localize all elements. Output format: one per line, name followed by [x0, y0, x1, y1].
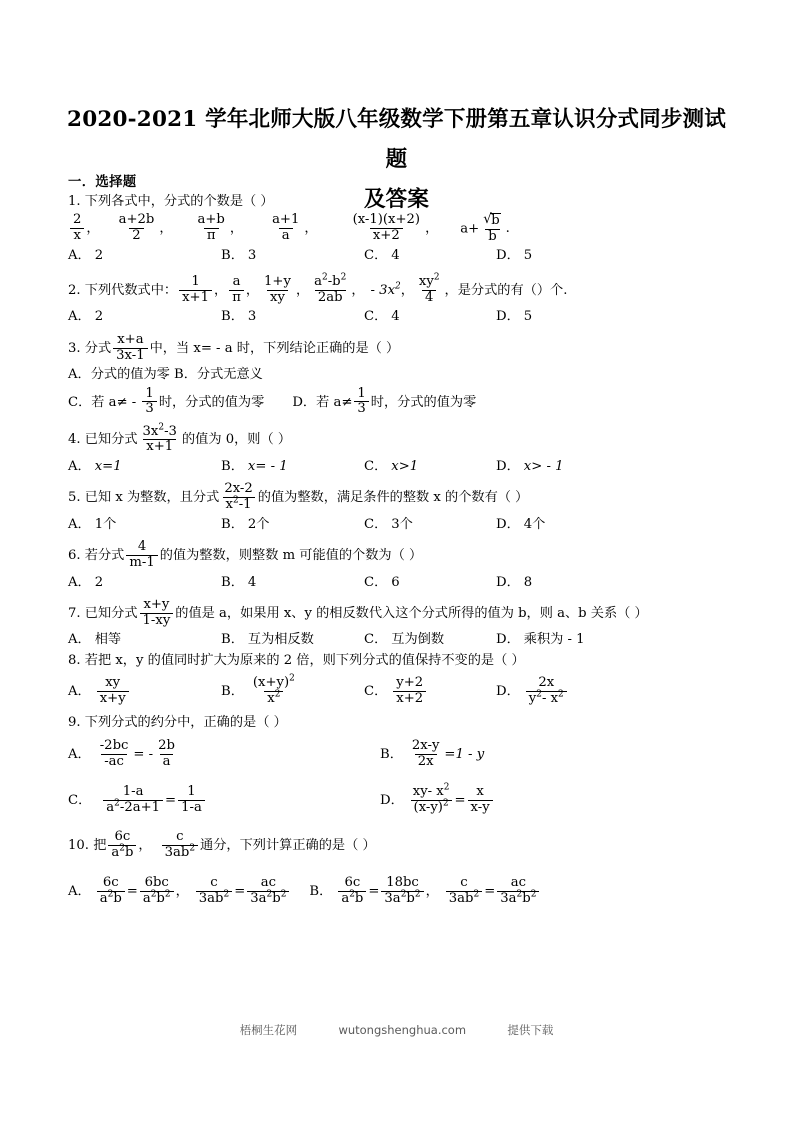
question-6: [68, 539, 733, 593]
question-1-stem: 1. 下列各式中，分式的个数是（ ）: [68, 194, 274, 210]
question-3-stem: 3. 分式 $\frac{x+a}{3x-1}$ 中，当 x= - a 时，下列结论正确的是（ ）: [68, 331, 400, 363]
question-8-stem: 8. 若把 x，y 的值同时扩大为原来的 2 倍，则下列分式的值保持不变的是（ ）: [68, 653, 525, 669]
question-2-stem: 2. 下列代数式中： $\frac{1}{x+1}$ ， $\frac{a}{\pi}$ ， $\frac{1+y}{xy}$ ， $\frac{a^2-b^2}{2ab}$ ， - $3x^2$ ， $\frac{xy^2}{4}$ ， 是分式的有（）个.: [68, 272, 568, 305]
option-a: A． $\frac{-2bc}{-ac}$ = - $\frac{2b}{a}$: [68, 738, 175, 769]
question-4-options: [68, 457, 733, 477]
question-9-options-cd: [68, 776, 733, 824]
question-7-stem: 7. 已知分式 $\frac{x+y}{1-xy}$ 的值是 a，如果用 x、y 的相反数代入这个分式所得的值为 b，则 a、b 关系（ ）: [68, 597, 648, 628]
question-2-options: [68, 307, 733, 327]
question-10-stem: 10. 把 $\frac{6c}{a^2b}$ ， $\frac{c}{3ab^2}$ 通分，下列计算正确的是（ ）: [68, 829, 376, 860]
question-4: [68, 423, 733, 477]
option-d: D． $\frac{xy- x^2}{(x-y)^2}$ = $\frac{x}{x-y}$: [380, 785, 495, 816]
option-b: B． x= - 1: [221, 458, 288, 474]
option-d: D． 5: [496, 309, 533, 325]
question-3-options-ab: [68, 365, 733, 385]
option-a: A． 2: [68, 309, 104, 325]
title-line-1: 2020-2021 学年北师大版八年级数学下册第五章认识分式同步测试题: [67, 107, 726, 172]
option-a: A． x=1: [68, 458, 122, 474]
question-10: [68, 825, 733, 917]
question-2: [68, 273, 733, 327]
option-ab: A．分式的值为零 B．分式无意义: [68, 367, 263, 383]
question-3: [68, 331, 733, 419]
question-1: [68, 192, 733, 265]
option-d: D． 8: [496, 574, 533, 590]
option-b: B． $\frac{2x-y}{2x}$ = 1 - y: [380, 738, 485, 769]
document-body: [68, 176, 733, 918]
footer-url: wutongshenghua.com: [338, 1023, 467, 1037]
option-a: A． 2: [68, 574, 104, 590]
option-c: C． 6: [364, 574, 400, 590]
option-b: B． 2个: [221, 516, 270, 532]
option-d: D． x> - 1: [496, 458, 564, 474]
option-c: C． 互为倒数: [364, 632, 445, 648]
question-5-stem: 5. 已知 x 为整数，且分式 $\frac{2x-2}{x^2-1}$ 的值为整数，满足条件的整数 x 的个数有（ ）: [68, 481, 529, 513]
question-7: [68, 596, 733, 650]
question-9: [68, 713, 733, 824]
option-b: B． $\frac{(x+y)^2}{x^2}$: [221, 673, 295, 706]
option-a: A． $\frac{xy}{x+y}$: [68, 676, 221, 707]
option-d: D． 乘积为 - 1: [496, 632, 585, 648]
option-d: D． $\frac{2x}{y^2- x^2}$: [496, 676, 569, 707]
footer-note: 提供下载: [507, 1023, 554, 1037]
question-5: [68, 481, 733, 535]
option-c: C． 4: [364, 247, 400, 263]
question-4-stem: 4. 已知分式 $\frac{3x^2-3}{x+1}$ 的值为 0，则（ ）: [68, 422, 292, 455]
question-9-stem: 9. 下列分式的约分中，正确的是（ ）: [68, 715, 287, 731]
option-c: C． x>1: [364, 458, 419, 474]
title-line-2: 及答案: [363, 187, 430, 212]
question-5-options: [68, 515, 733, 535]
option-a: A． 2: [68, 247, 104, 263]
sqrt-expression: a+ √ $\frac{b}{b}$: [460, 213, 505, 245]
option-b: B． 3: [221, 309, 257, 325]
option-c: C．若 a≠ - $\frac{1}{3}$ 时，分式的值为零: [68, 385, 265, 417]
option-a: A． 1个: [68, 516, 117, 532]
question-1-expressions: $\frac{2}{x}$ ， $\frac{a+2b}{2}$ ， $\frac{a+b}{\pi}$ ， $\frac{a+1}{a}$ ， $\frac{(x-1)(x+2)}{x+2}$ ， a+ √ $\frac{b}{b}$ .: [68, 212, 733, 246]
option-c: C． 3个: [364, 516, 413, 532]
question-8: [68, 651, 733, 712]
option-b: B． 互为相反数: [221, 632, 314, 648]
question-6-stem: 6. 若分式 $\frac{4}{m-1}$ 的值为整数，则整数 m 可能值的个数为（ ）: [68, 539, 423, 571]
question-6-options: [68, 573, 733, 593]
section-heading: 一．选择题: [68, 174, 137, 190]
question-7-options: [68, 630, 733, 650]
option-c: C． 4: [364, 309, 400, 325]
option-d: D． 5: [496, 247, 533, 263]
option-a: A． $\frac{6c}{a^2b}$ = $\frac{6bc}{a^2b^2}$ ， $\frac{c}{3ab^2}$ = $\frac{ac}{3a^2b^2}$: [68, 876, 291, 907]
option-b: B． 4: [221, 574, 257, 590]
option-b: B． $\frac{6c}{a^2b}$ = $\frac{18bc}{3a^2b^2}$ ， $\frac{c}{3ab^2}$ = $\frac{ac}{3a^2b^2}$: [309, 876, 541, 907]
option-c: C． $\frac{y+2}{x+2}$: [364, 676, 496, 707]
question-3-options-cd: [68, 385, 733, 419]
option-d: D． 4个: [496, 516, 546, 532]
page-footer: [0, 1022, 793, 1038]
question-1-options: [68, 246, 733, 266]
option-c: C． $\frac{1-a}{a^2-2a+1}$ = $\frac{1}{1-a}$: [68, 785, 380, 816]
footer-site-name: 梧桐生花网: [239, 1023, 298, 1037]
question-8-options: [68, 670, 733, 712]
option-b: B． 3: [221, 247, 257, 263]
question-10-options: [68, 865, 733, 917]
option-d: D．若 a≠ $\frac{1}{3}$ 时，分式的值为零: [292, 385, 477, 417]
option-a: A． 相等: [68, 632, 122, 648]
question-9-options-ab: [68, 732, 733, 776]
